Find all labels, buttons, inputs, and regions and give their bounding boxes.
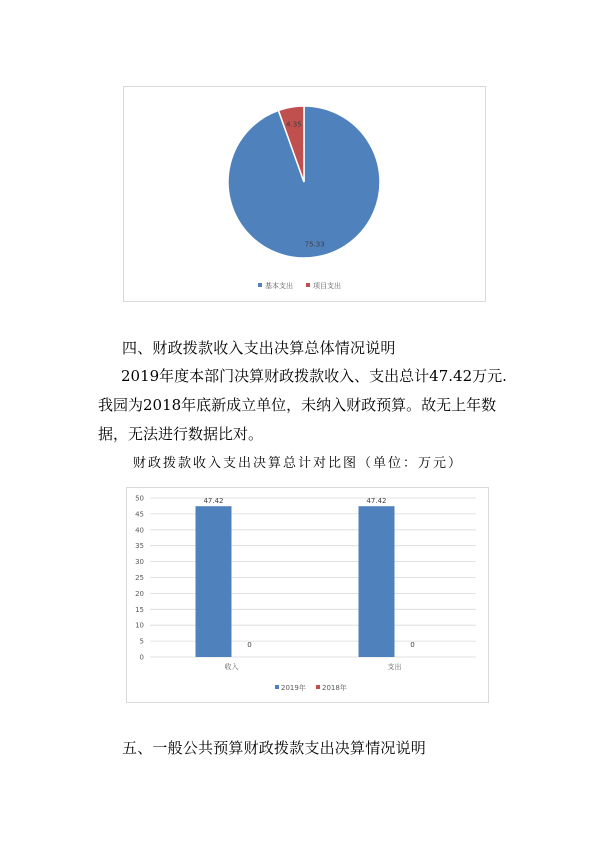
bar-data-label: 47.42 <box>203 497 224 506</box>
y-tick-label: 45 <box>135 510 144 519</box>
y-tick-label: 15 <box>135 605 144 614</box>
y-tick-label: 20 <box>135 589 144 598</box>
bar-1-1 <box>196 506 232 657</box>
x-tick-label: 收入 <box>224 663 239 671</box>
y-tick-label: 5 <box>139 637 144 646</box>
y-tick-label: 30 <box>135 558 144 567</box>
legend-swatch <box>258 283 262 287</box>
y-tick-label: 40 <box>135 526 144 535</box>
y-tick-label: 35 <box>135 542 144 551</box>
y-tick-label: 10 <box>135 621 144 630</box>
pie-chart <box>124 87 485 301</box>
pie-chart-frame <box>123 86 486 302</box>
bar-data-label: 0 <box>410 641 415 649</box>
y-tick-label: 25 <box>135 574 144 582</box>
chart-caption: 财政拨款收入支出决算总计对比图（单位：万元） <box>132 456 463 471</box>
paragraph-line-2: 我园为2018年底新成立单位，未纳入财政预算。故无上年数 <box>98 396 497 414</box>
bar-chart-frame <box>126 487 489 703</box>
y-tick-label: 0 <box>139 653 144 662</box>
bar-2-1 <box>359 506 395 657</box>
legend-label: 基本支出 <box>265 282 293 290</box>
legend-label: 2018年 <box>322 684 347 692</box>
bar-data-label: 47.42 <box>366 497 387 506</box>
x-tick-label: 支出 <box>387 663 402 671</box>
y-tick-label: 50 <box>135 494 144 503</box>
bar-chart <box>127 488 488 702</box>
legend-label: 2019年 <box>281 684 306 692</box>
legend-swatch <box>275 685 279 689</box>
bar-data-label: 0 <box>247 641 252 649</box>
pie-data-label: 4.35 <box>286 120 302 129</box>
pie-data-label: 75.33 <box>304 240 325 249</box>
legend-swatch <box>306 283 310 287</box>
legend-swatch <box>316 685 320 689</box>
section5-heading: 五、一般公共预算财政拨款支出决算情况说明 <box>122 739 427 757</box>
paragraph-line-3: 据，无法进行数据比对。 <box>98 425 264 443</box>
section4-heading: 四、财政拨款收入支出决算总体情况说明 <box>122 339 396 357</box>
legend-label: 项目支出 <box>313 282 341 290</box>
section4-paragraph <box>98 362 507 449</box>
paragraph-line-1: 2019年度本部门决算财政拨款收入、支出总计47.42万元. <box>121 367 507 385</box>
